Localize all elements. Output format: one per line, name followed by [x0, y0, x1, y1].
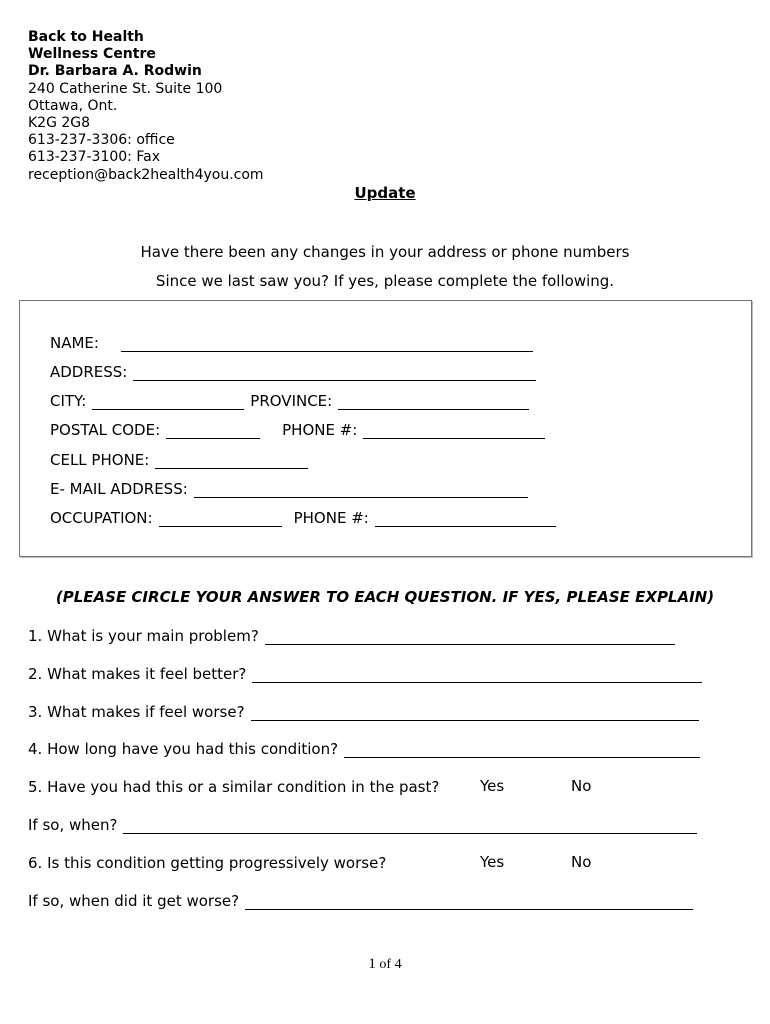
question-4: 4. How long have you had this condition? [28, 740, 339, 758]
question-6-yes[interactable]: Yes [480, 853, 505, 871]
question-2-answer[interactable] [252, 670, 702, 683]
question-1-answer[interactable] [265, 632, 675, 645]
occupation-row [50, 507, 556, 527]
question-5-no[interactable]: No [571, 777, 592, 795]
office-phone: 613-237-3306: office [28, 132, 175, 148]
address-row [50, 361, 536, 381]
question-6-no[interactable]: No [571, 853, 592, 871]
question-3: 3. What makes if feel worse? [28, 703, 245, 721]
province-field[interactable] [338, 397, 529, 410]
address-field[interactable] [133, 368, 536, 381]
cell-phone-label: CELL PHONE: [50, 451, 150, 469]
question-6: 6. Is this condition getting progressively worse? [28, 854, 387, 872]
question-3-row [28, 701, 699, 721]
question-6-when-answer[interactable] [245, 897, 693, 910]
question-5-row [28, 776, 439, 796]
question-5-when-row [28, 814, 697, 834]
city-row [50, 390, 529, 410]
email-label: E- MAIL ADDRESS: [50, 480, 188, 498]
address-city: Ottawa, Ont. [28, 98, 118, 114]
postal-row [50, 419, 545, 439]
question-2-row [28, 663, 702, 683]
question-6-row [28, 852, 386, 872]
clinic-subname: Wellness Centre [28, 46, 156, 62]
city-field[interactable] [92, 397, 244, 410]
question-2: 2. What makes it feel better? [28, 665, 247, 683]
question-3-answer[interactable] [251, 708, 699, 721]
work-phone-label: PHONE #: [293, 509, 369, 527]
fax-number: 613-237-3100: Fax [28, 149, 160, 165]
email-field[interactable] [194, 485, 528, 498]
address-label: ADDRESS: [50, 363, 128, 381]
question-6-when: If so, when did it get worse? [28, 892, 240, 910]
circle-instruction: (PLEASE CIRCLE YOUR ANSWER TO EACH QUESTION. IF YES, PLEASE EXPLAIN) [55, 588, 715, 606]
question-1: 1. What is your main problem? [28, 627, 259, 645]
name-label: NAME: [50, 334, 99, 352]
city-label: CITY: [50, 392, 87, 410]
question-1-row [28, 625, 675, 645]
address-street: 240 Catherine St. Suite 100 [28, 81, 223, 97]
question-5-when: If so, when? [28, 816, 118, 834]
page-number-current: 1 [368, 956, 376, 972]
occupation-label: OCCUPATION: [50, 509, 153, 527]
page-number [0, 956, 770, 973]
question-4-row [28, 738, 700, 758]
work-phone-field[interactable] [375, 514, 556, 527]
question-4-answer[interactable] [344, 745, 700, 758]
province-label: PROVINCE: [250, 392, 333, 410]
intro-line-2: Since we last saw you? If yes, please complete the following. [155, 272, 615, 290]
doctor-name: Dr. Barbara A. Rodwin [28, 63, 202, 79]
postal-code-field[interactable] [166, 426, 260, 439]
page-title: Update [354, 184, 416, 202]
page-number-total: of 4 [375, 957, 402, 972]
clinic-name: Back to Health [28, 29, 144, 45]
question-6-when-row [28, 890, 693, 910]
question-5-yes[interactable]: Yes [480, 777, 505, 795]
address-postal: K2G 2G8 [28, 115, 91, 131]
question-5-when-answer[interactable] [123, 821, 697, 834]
email-address: reception@back2health4you.com [28, 167, 264, 183]
email-row [50, 478, 528, 498]
phone-field[interactable] [363, 426, 545, 439]
intro-line-1: Have there been any changes in your address or phone numbers [140, 243, 630, 261]
name-row [50, 332, 533, 352]
phone-label: PHONE #: [282, 421, 358, 439]
question-5: 5. Have you had this or a similar condition in the past? [28, 778, 440, 796]
occupation-field[interactable] [159, 514, 282, 527]
cell-row [50, 449, 308, 469]
postal-code-label: POSTAL CODE: [50, 421, 161, 439]
name-field[interactable] [121, 339, 533, 352]
cell-phone-field[interactable] [155, 456, 308, 469]
